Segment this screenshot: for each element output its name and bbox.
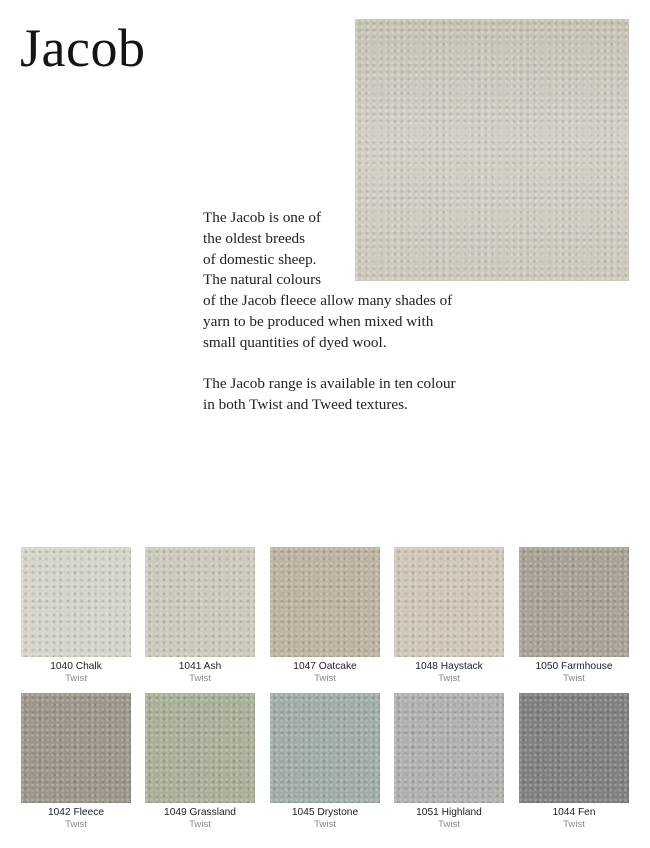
swatch-texture: Twist (438, 819, 460, 830)
swatch-card[interactable] (270, 693, 380, 831)
swatch-tile[interactable] (145, 693, 255, 803)
swatch-card[interactable] (394, 547, 504, 685)
intro-line: yarn to be produced when mixed with (203, 312, 434, 330)
swatch-name: 1045 Drystone (291, 807, 359, 818)
swatch-tile[interactable] (270, 693, 380, 803)
swatch-tile[interactable] (270, 547, 380, 657)
swatch-card[interactable] (519, 547, 629, 685)
intro-line: The natural colours (203, 271, 322, 289)
swatch-tile[interactable] (145, 547, 255, 657)
swatch-tile[interactable] (21, 547, 131, 657)
intro-line: the oldest breeds (203, 229, 306, 247)
swatch-texture: Twist (189, 819, 211, 830)
swatch-card[interactable] (394, 693, 504, 831)
swatch-name: 1050 Farmhouse (535, 661, 613, 672)
swatch-tile[interactable] (21, 693, 131, 803)
swatch-card[interactable] (21, 547, 131, 685)
swatch-texture: Twist (65, 673, 87, 684)
intro-line: of the Jacob fleece allow many shades of (203, 292, 453, 310)
range-line: in both Twist and Tweed textures. (203, 396, 408, 414)
intro-line: The Jacob is one of (203, 209, 322, 226)
swatch-texture: Twist (563, 673, 585, 684)
page-title: Jacob (20, 18, 146, 78)
swatch-texture: Twist (314, 673, 336, 684)
swatch-name: 1048 Haystack (415, 661, 483, 672)
swatch-card[interactable] (270, 547, 380, 685)
swatch-tile[interactable] (519, 693, 629, 803)
swatch-card[interactable] (145, 547, 255, 685)
swatch-name: 1042 Fleece (47, 807, 105, 818)
swatch-tile[interactable] (394, 547, 504, 657)
swatch-tile[interactable] (394, 693, 504, 803)
swatch-name: 1051 Highland (416, 807, 482, 818)
intro-text (203, 208, 456, 416)
swatch-texture: Twist (563, 819, 585, 830)
swatch-card[interactable] (21, 693, 131, 831)
swatch-name: 1044 Fen (552, 807, 596, 818)
swatch-texture: Twist (438, 673, 460, 684)
paragraph-gap (203, 354, 456, 375)
swatch-card[interactable] (519, 693, 629, 831)
swatch-tile[interactable] (519, 547, 629, 657)
intro-line: of domestic sheep. (203, 250, 317, 268)
range-line: The Jacob range is available in ten colour (203, 375, 456, 393)
swatch-name: 1040 Chalk (50, 661, 102, 672)
swatch-texture: Twist (65, 819, 87, 830)
swatch-texture: Twist (189, 673, 211, 684)
swatch-name: 1047 Oatcake (293, 661, 357, 672)
swatch-texture: Twist (314, 819, 336, 830)
swatch-name: 1041 Ash (178, 661, 222, 672)
intro-line: small quantities of dyed wool. (203, 333, 387, 351)
swatch-name: 1049 Grassland (164, 807, 236, 818)
swatch-card[interactable] (145, 693, 255, 831)
